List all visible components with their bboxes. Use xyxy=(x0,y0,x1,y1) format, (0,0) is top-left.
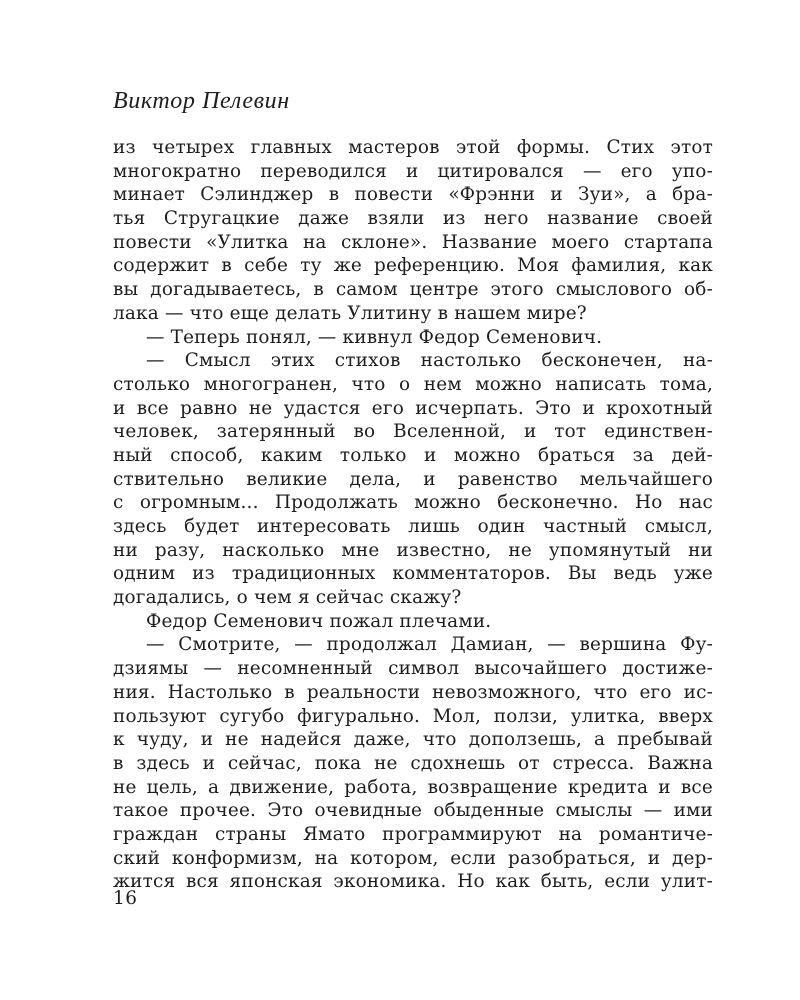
text-line: одним из традиционных комментаторов. Вы ведь уже xyxy=(113,563,713,585)
body-text xyxy=(113,136,713,894)
text-line: — Теперь понял, — кивнул Федор Семенович. xyxy=(146,326,603,348)
text-line: ни разу, насколько мне известно, не упомянутый ни xyxy=(113,539,713,561)
text-line: лака — что еще делать Улитину в нашем мире? xyxy=(113,302,587,324)
text-line: граждан страны Ямато программируют на романтиче- xyxy=(113,823,713,845)
text-line: ный способ, каким только и можно браться за дей- xyxy=(113,444,713,466)
text-line: ский конформизм, на котором, если разобраться, и дер- xyxy=(113,847,713,869)
running-head-author: Виктор Пелевин xyxy=(113,88,290,114)
text-line: в здесь и сейчас, пока не сдохнешь от стресса. Важна xyxy=(113,752,713,774)
text-line: вы догадываетесь, в самом центре этого смыслового об- xyxy=(113,279,713,301)
text-line: и все равно не удастся его исчерпать. Это и крохотный xyxy=(113,397,713,419)
text-line: с огромным... Продолжать можно бесконечно. Но нас xyxy=(113,492,713,514)
text-line: — Смотрите, — продолжал Дамиан, — вершина Фу- xyxy=(146,634,713,656)
text-line: содержит в себе ту же референцию. Моя фамилия, как xyxy=(113,255,713,277)
text-line: жится вся японская экономика. Но как быть, если улит- xyxy=(113,871,713,893)
text-line: дзиямы — несомненный символ высочайшего достиже- xyxy=(113,658,713,680)
text-line: такое прочее. Это очевидные обыденные смыслы — ими xyxy=(113,800,713,822)
text-line: человек, затерянный во Вселенной, и тот единствен- xyxy=(113,421,713,443)
text-line: многократно переводился и цитировался — его упо- xyxy=(113,160,713,182)
text-line: столько многогранен, что о нем можно написать тома, xyxy=(113,373,713,395)
text-line: догадались, о чем я сейчас скажу? xyxy=(113,587,462,609)
text-line: ния. Настолько в реальности невозможного, что его ис- xyxy=(113,681,713,703)
text-line: к чуду, и не надейся даже, что доползешь, а пребывай xyxy=(113,729,713,751)
text-line: повести «Улитка на склоне». Название моего стартапа xyxy=(113,231,713,253)
text-line: минает Сэлинджер в повести «Фрэнни и Зуи», а бра- xyxy=(113,184,713,206)
text-line: здесь будет интересовать лишь один частный смысл, xyxy=(113,516,713,537)
text-line: из четырех главных мастеров этой формы. Стих этот xyxy=(113,137,713,158)
text-line: Федор Семенович пожал плечами. xyxy=(146,610,492,632)
page-number: 16 xyxy=(113,888,138,909)
text-line: — Смысл этих стихов настолько бесконечен, на- xyxy=(146,350,713,372)
text-line: ствительно великие дела, и равенство мельчайшего xyxy=(113,468,713,490)
text-line: пользуют сугубо фигурально. Мол, ползи, улитка, вверх xyxy=(113,705,713,727)
text-line: не цель, а движение, работа, возвращение кредита и все xyxy=(113,776,713,798)
text-line: тья Стругацкие даже взяли из него название своей xyxy=(113,208,713,230)
